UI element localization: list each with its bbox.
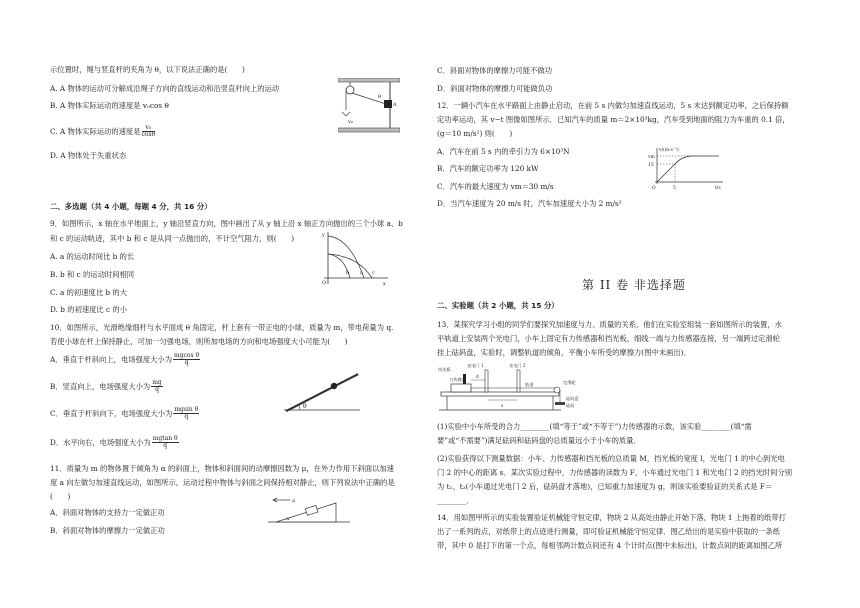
q12-15-label: 15	[648, 163, 654, 168]
q10-option-b-text: B．竖直向上，电场强度大小为	[50, 381, 151, 391]
q12-t5-label: 5	[673, 186, 676, 190]
q9-option-c: C. a 的初速度比 b 的大	[50, 288, 128, 297]
q11-alpha-label: α	[286, 516, 290, 522]
q8-option-c	[50, 125, 155, 139]
q9-y-axis-label: y	[322, 232, 325, 238]
q13-stem-line2: 平轨道上安装两个光电门，小车上固定有力传感器和挡光板，细线一端与力传感器连接，另一端跨过定滑轮	[437, 334, 780, 343]
q11-option-c: C．斜面对物体的摩擦力可能不做功	[437, 66, 553, 75]
q13-s-label: s	[501, 403, 504, 408]
q13-part2-line4: ________．	[437, 496, 474, 505]
q9-c-label: c	[372, 270, 375, 276]
fraction-numerator: mgtan θ	[152, 435, 178, 442]
q13-sensor-label: 力传感器	[449, 377, 466, 382]
fraction-denominator: q	[155, 386, 159, 394]
q13-rail-label: 轨道	[525, 382, 534, 387]
q13-part1-line1: (1)实验中小车所受的合力________(填“等于”或“不等于”)力传感器的示数，该实验________(填“需	[437, 422, 752, 431]
q10-inclined-rod-figure	[282, 368, 362, 414]
q10-stem-line1: 10．如图所示，光滑绝缘细杆与水平面成 θ 角固定，杆上套有一带正电的小球，质量为 m，带电荷量为 q.	[50, 323, 394, 332]
fraction-numerator: v₀	[142, 125, 156, 132]
q14-stem-line2: 出了一系列的点，对纸带上的点迹进行测量，即可验证机械能守恒定律．图乙给出的是实验中获取的一条纸	[437, 527, 780, 536]
q11-option-b: B．斜面对物体的摩擦力一定做正功	[50, 526, 165, 535]
q10-stem-line2: 若使小球在杆上保持静止，可加一匀强电场，则所加电场的方向和电场强度大小可能为( )	[50, 337, 348, 346]
q10-option-b	[50, 380, 163, 394]
q12-vm-label: vm	[648, 155, 655, 160]
q13-gate1-label: 光电门 1	[467, 363, 484, 368]
q12-stem-line3: (g＝10 m/s²) 则( )	[437, 129, 513, 138]
q8-option-d: D. A 物体处于失重状态	[50, 151, 127, 160]
fraction-denominator: cosθ	[141, 131, 156, 139]
q13-track-apparatus-figure	[437, 362, 585, 414]
q12-vt-graph-figure	[647, 146, 727, 190]
q13-part2-line3: 为 t₁、t₂(小车通过光电门 2 后，砝码盘才落地)，已知重力加速度为 g，则该实验要验证的关系式是 F＝	[437, 482, 773, 491]
fraction-numerator: mgsin θ	[174, 406, 199, 413]
q10-option-d	[50, 436, 179, 450]
fraction-numerator: mg	[152, 379, 162, 386]
section-experiment-title: 二、实验题（共 2 小题，共 15 分）	[437, 301, 559, 310]
q11-incline-block-figure	[266, 495, 352, 525]
q13-stem-line1: 13．某探究学习小组的同学们要探究加速度与力、质量的关系，他们在实验室组装一套如图所示的装置，水	[437, 320, 782, 329]
q8-option-a: A. A 物体的运动可分解成沿绳子方向的直线运动和沿竖直杆向上的运动	[50, 84, 280, 93]
q11-option-d: D．斜面对物体的摩擦力可能做负功	[437, 84, 553, 93]
part-two-title: 第 II 卷 非选择题	[582, 278, 686, 292]
q11-option-a: A．斜面对物体的支持力一定做正功	[50, 508, 165, 517]
q8-option-c-fraction	[142, 125, 156, 139]
q13-gate2-label: 光电门 2	[509, 363, 526, 368]
q9-option-b: B. b 和 c 的运动时间相同	[50, 270, 135, 279]
q8-option-b: B. A 物体实际运动的速度是 v₀cos θ	[50, 101, 169, 110]
q8-option-c-text: C. A 物体实际运动的速度是	[50, 126, 141, 136]
q13-board-label: 挡光板	[438, 367, 451, 372]
q12-option-c: C．汽车的最大速度为 vm＝30 m/s	[437, 182, 554, 191]
q9-stem-line2: 和 c 的运动轨迹，其中 b 和 c 是从同一点抛出的，不计空气阻力，则( )	[50, 234, 295, 243]
q9-stem-line1: 9．如图所示，x 轴在水平地面上，y 轴沿竖直方向，图中画出了从 y 轴上沿 x 轴正方向抛出的三个小球 a、b	[50, 219, 403, 228]
q9-option-d: D. b 的初速度比 c 的小	[50, 305, 128, 314]
q10-option-c-text: C．垂直于杆斜向下，电场强度大小为	[50, 408, 173, 418]
q13-part2-line1: (2)实验获得以下测量数据：小车、力传感器和挡光板的总质量 M，挡光板的宽度 l，光电门 1 的中心到光电	[437, 454, 785, 463]
q9-a-label: a	[360, 270, 363, 276]
q12-option-d: D．当汽车速度为 20 m/s 时，汽车加速度大小为 2 m/s²	[437, 199, 622, 208]
q12-option-b: B．汽车的额定功率为 120 kW	[437, 164, 539, 173]
q9-x-axis-label: x	[383, 281, 386, 286]
fraction-denominator: q	[184, 413, 189, 421]
q10-option-b-fraction	[151, 380, 163, 394]
q13-weights-label: 砝码	[566, 403, 575, 408]
fraction-denominator: q	[163, 442, 168, 450]
q10-option-a-text: A．垂直于杆斜向上，电场强度大小为	[50, 354, 173, 364]
q11-stem-line2: 度 a 向左做匀加速直线运动，如图所示，运动过程中物体与斜面之间保持相对静止，则下列说法中正确的是	[50, 478, 395, 487]
q12-t-axis-label: t/s	[715, 186, 721, 190]
q9-origin-label: O	[322, 280, 327, 286]
q12-option-a: A．汽车在前 5 s 内的牵引力为 6×10³N	[437, 147, 570, 156]
q10-option-c-fraction	[173, 407, 199, 421]
q9-b-label: b	[346, 270, 350, 276]
q13-part2-line2: 门 2 的中心的距离 s．某次实验过程中，力传感器的读数为 F，小车通过光电门 1 和光电门 2 的挡光时间分别	[437, 468, 793, 477]
q12-origin-label: O	[652, 186, 656, 190]
q9-trajectory-figure	[320, 228, 390, 286]
q9-option-a: A. a 的运动时间比 b 的长	[50, 252, 135, 261]
q12-stem-line2: 定功率运动，其 v−t 图像如图所示．已知汽车的质量 m＝2×10³kg，汽车受到地面的阻力为车重的 0.1 倍，	[437, 115, 790, 124]
q11-stem-line1: 11．质量为 m 的物体置于倾角为 α 的斜面上，物体和斜面间的动摩擦因数为 μ，在外力作用下斜面以加速	[50, 464, 394, 473]
q13-part1-line2: 要”或“不需要”)满足砝码和砝码盘的总质量远小于小车的质量．	[437, 436, 641, 445]
q8-a-label: A	[393, 102, 397, 108]
q10-theta-label: θ	[303, 403, 307, 410]
q11-stem-line3: ( )	[50, 492, 71, 501]
q11-accel-label: a	[292, 498, 295, 504]
q10-option-d-text: D．水平向右，电场强度大小为	[50, 437, 151, 447]
fraction-denominator: q	[184, 359, 189, 367]
fraction-numerator: mgcos θ	[174, 352, 200, 359]
section-multi-choice-title: 二、多选题（共 4 小题，每题 4 分，共 16 分）	[50, 202, 212, 211]
q8-theta-label: θ	[378, 94, 382, 100]
q8-v0-label: v₀	[348, 119, 353, 125]
q12-stem-line1: 12．一辆小汽车在水平路面上由静止启动，在前 5 s 内做匀加速直线运动，5 s 末达到额定功率，之后保持额	[437, 101, 789, 110]
q8-pulley-figure	[338, 78, 400, 134]
q14-stem-line3: 带，其中 0 是打下的第一个点，每相邻两计数点间还有 4 个计时点(图中未标出)，计数点间的距离如图乙所	[437, 541, 783, 550]
q12-v-axis-label: v/(m·s⁻¹)	[659, 148, 679, 153]
q8-stem: 示位置时，绳与竖直杆的夹角为 θ，以下说法正确的是( )	[50, 65, 245, 74]
q13-d-label: d	[476, 374, 479, 379]
q10-option-c	[50, 407, 199, 421]
q10-option-a-fraction	[173, 353, 200, 367]
q14-stem-line1: 14．用如图甲所示的实验装置验证机械能守恒定律，物块 2 从高处由静止开始下落，物块 1 上拖着的纸带打	[437, 513, 786, 522]
q13-pulley-label: 定滑轮	[563, 380, 576, 385]
q13-stem-line3: 挂上砝码盘，实验时，调整轨道的倾角，平衡小车所受的摩擦力(图中未画出)．	[437, 348, 691, 357]
q10-option-d-fraction	[152, 436, 179, 450]
q13-pan-label: 砝码盘	[566, 396, 579, 401]
q10-option-a	[50, 353, 200, 367]
